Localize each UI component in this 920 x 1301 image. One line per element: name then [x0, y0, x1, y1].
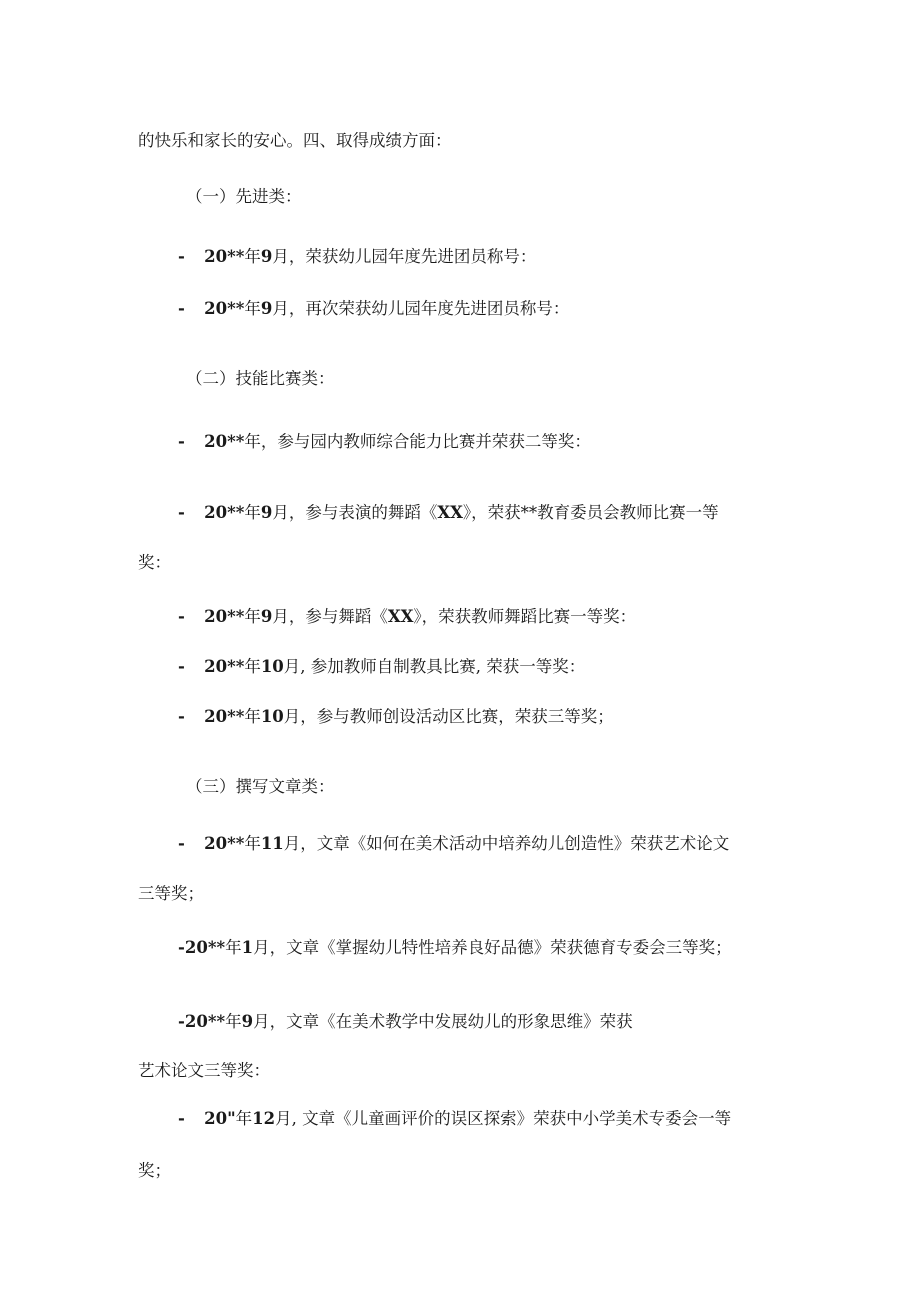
list-item: - 20"年12月, 文章《儿童画评价的误区探索》荣获中小学美术专委会一等	[178, 1109, 732, 1128]
list-item-continuation: 三等奖；	[138, 884, 204, 903]
list-item: -20**年9月，文章《在美术教学中发展幼儿的形象思维》荣获	[178, 1012, 633, 1031]
list-item: - 20**年9月，参与表演的舞蹈《XX》，荣获**教育委员会教师比赛一等	[178, 503, 719, 522]
list-item-continuation: 艺术论文三等奖：	[138, 1061, 270, 1080]
list-item-continuation: 奖：	[138, 553, 171, 572]
list-item: - 20**年9月，再次荣获幼儿园年度先进团员称号：	[178, 299, 570, 318]
intro-text: 的快乐和家长的安心。四、取得成绩方面：	[138, 131, 452, 150]
section-heading-articles: （三）撰写文章类：	[186, 777, 335, 796]
list-item: - 20**年11月，文章《如何在美术活动中培养幼儿创造性》荣获艺术论文	[178, 834, 730, 853]
list-item: - 20**年10月, 参加教师自制教具比赛, 荣获一等奖：	[178, 657, 586, 676]
list-item-continuation: 奖；	[138, 1161, 171, 1180]
list-item: - 20**年9月，荣获幼儿园年度先进团员称号：	[178, 247, 537, 266]
list-item: - 20**年，参与园内教师综合能力比赛并荣获二等奖：	[178, 432, 591, 451]
list-item: -20**年1月，文章《掌握幼儿特性培养良好品德》荣获德育专委会三等奖；	[178, 938, 732, 957]
section-heading-advanced: （一）先进类：	[186, 187, 302, 206]
section-heading-skills: （二）技能比赛类：	[186, 369, 335, 388]
list-item: - 20**年9月，参与舞蹈《XX》，荣获教师舞蹈比赛一等奖：	[178, 607, 637, 626]
list-item: - 20**年10月，参与教师创设活动区比赛，荣获三等奖；	[178, 707, 614, 726]
intro-line	[138, 130, 452, 152]
